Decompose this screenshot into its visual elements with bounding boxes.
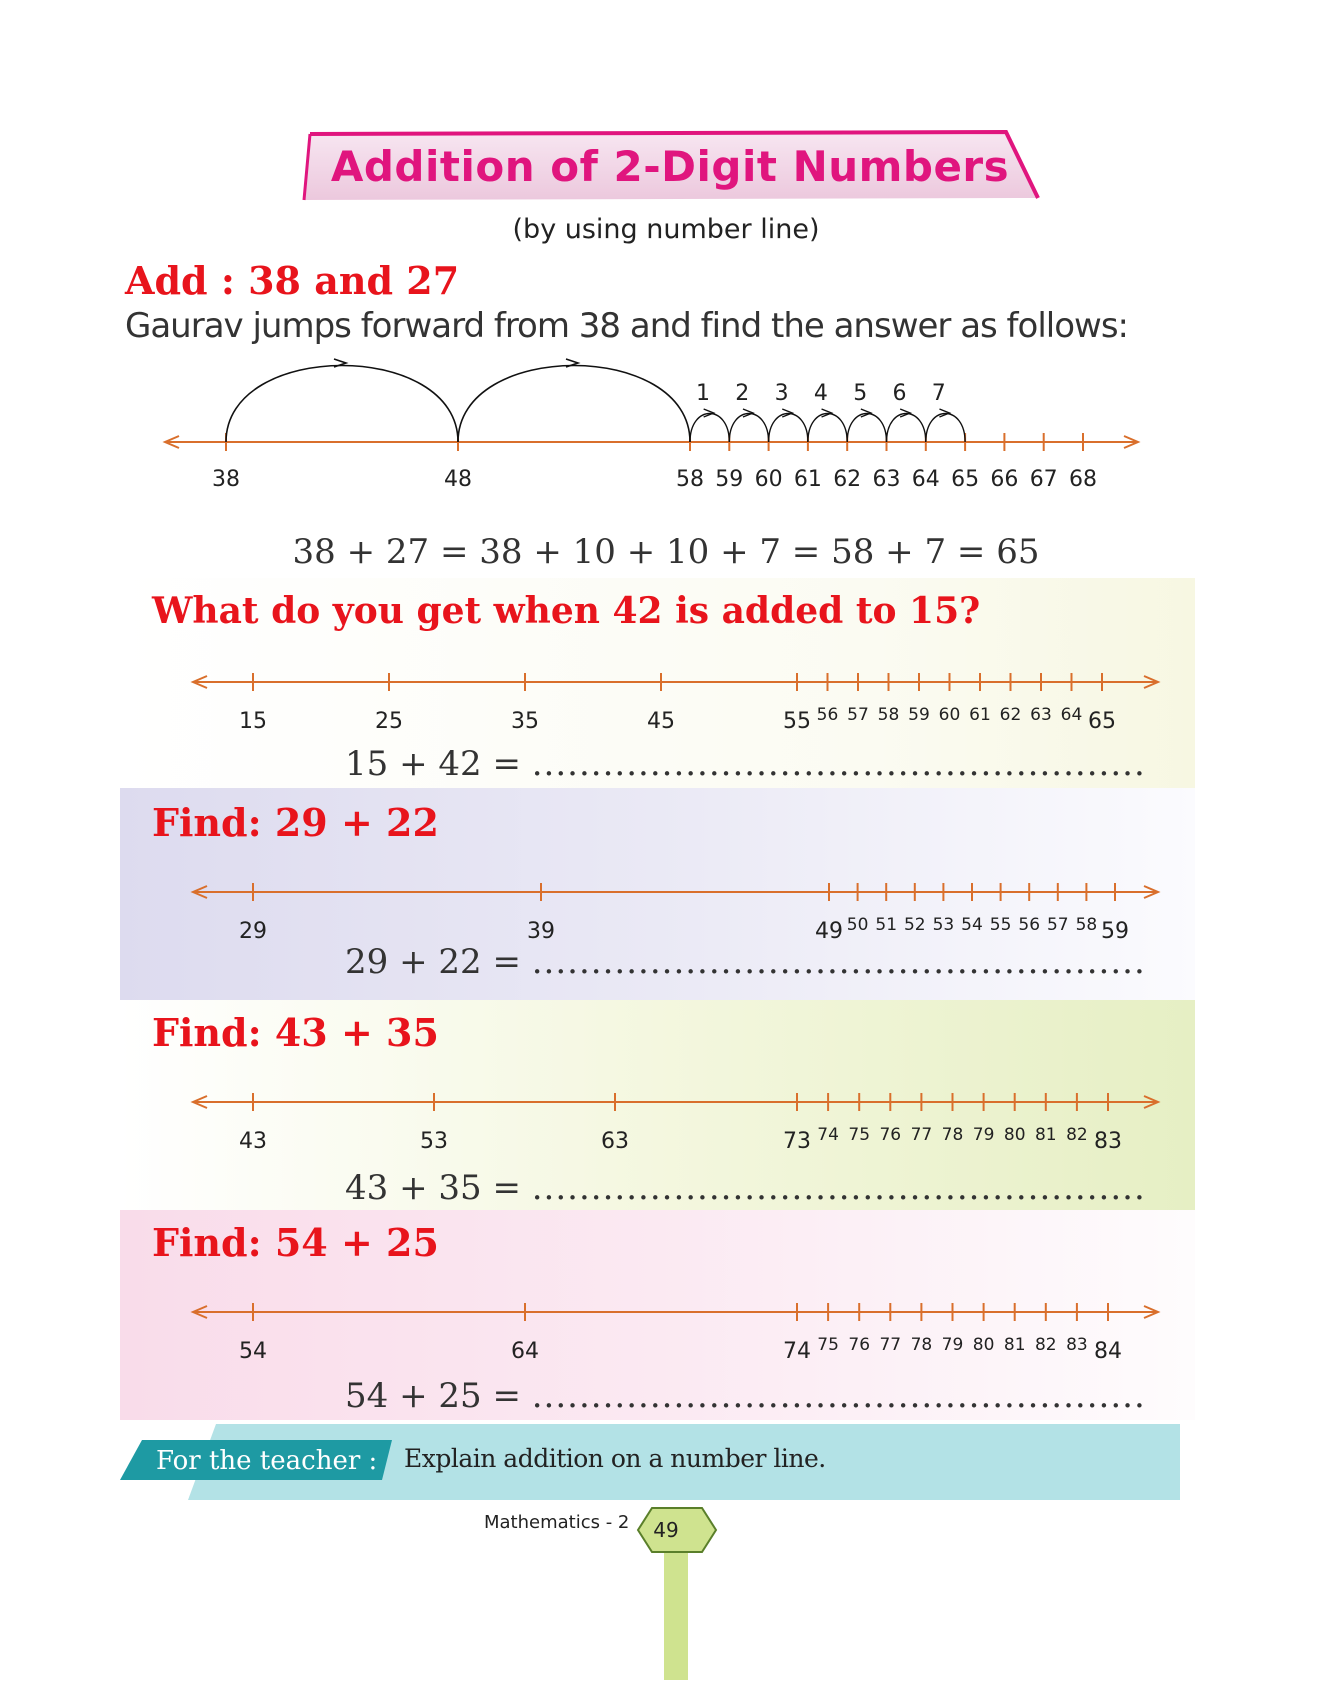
exercise-3-label-9: 79	[972, 1125, 995, 1145]
exercise-1-label-10: 61	[969, 705, 991, 725]
example-label-4: 60	[754, 467, 783, 492]
example-step-jump-5	[887, 414, 926, 443]
example-label-10: 66	[990, 467, 1019, 492]
example-label-1: 48	[444, 467, 472, 492]
exercise-2-label-3: 50	[846, 915, 869, 935]
exercise-4-label-4: 76	[848, 1335, 871, 1355]
exercise-1-number-line	[0, 665, 1332, 735]
example-step-jump-4	[847, 414, 886, 443]
exercise-3-label-11: 81	[1034, 1125, 1057, 1145]
exercise-2-label-6: 53	[932, 915, 955, 935]
example-label-7: 63	[872, 467, 901, 492]
page-title: Addition of 2-Digit Numbers	[330, 142, 1010, 191]
exercise-4-label-11: 83	[1066, 1335, 1088, 1355]
exercise-2-label-4: 51	[875, 915, 898, 935]
exercise-3-heading: Find: 43 + 35	[152, 1010, 439, 1055]
exercise-1-label-0: 15	[239, 709, 267, 734]
exercise-4-expression: 54 + 25 =	[345, 1376, 521, 1416]
exercise-1-label-12: 63	[1030, 705, 1052, 725]
exercise-2-label-12: 59	[1101, 919, 1129, 944]
exercise-4-label-9: 81	[1003, 1335, 1026, 1355]
example-big-jump-0	[226, 366, 458, 443]
exercise-3-label-8: 78	[941, 1125, 964, 1145]
example-step-label-2: 3	[774, 381, 789, 406]
exercise-4-heading: Find: 54 + 25	[152, 1220, 439, 1265]
example-step-label-4: 5	[853, 381, 868, 406]
exercise-2-label-1: 39	[527, 919, 555, 944]
exercise-4-label-10: 82	[1034, 1335, 1057, 1355]
example-label-12: 68	[1069, 467, 1097, 492]
exercise-3-label-2: 63	[601, 1129, 629, 1154]
example-step-label-5: 6	[892, 381, 907, 406]
exercise-2-label-10: 57	[1046, 915, 1069, 935]
teacher-note-label: For the teacher :	[156, 1446, 378, 1476]
exercise-2-label-9: 56	[1018, 915, 1041, 935]
exercise-1-label-14: 65	[1088, 709, 1116, 734]
exercise-3-label-3: 73	[783, 1129, 811, 1154]
example-label-2: 58	[676, 467, 704, 492]
exercise-4-label-1: 64	[511, 1339, 539, 1364]
exercise-3-label-6: 76	[879, 1125, 902, 1145]
exercise-4-answer-blank[interactable]: ....................................................	[531, 1376, 1146, 1416]
page-number: 49	[653, 1518, 679, 1542]
exercise-4-label-7: 79	[941, 1335, 964, 1355]
footer-subject: Mathematics - 2	[484, 1512, 630, 1533]
page-number-badge	[634, 1500, 726, 1682]
exercise-1-equation	[345, 744, 1146, 784]
exercise-4-label-0: 54	[239, 1339, 267, 1364]
example-step-jump-2	[769, 414, 808, 443]
exercise-1-label-3: 45	[647, 709, 675, 734]
page-subtitle: (by using number line)	[512, 214, 820, 245]
exercise-2-expression: 29 + 22 =	[345, 942, 521, 982]
exercise-3-label-10: 80	[1003, 1125, 1026, 1145]
exercise-2-label-5: 52	[903, 915, 926, 935]
exercise-1-label-6: 57	[847, 705, 869, 725]
exercise-2-label-11: 58	[1075, 915, 1098, 935]
exercise-1-label-1: 25	[375, 709, 403, 734]
exercise-1-heading: What do you get when 42 is added to 15?	[152, 590, 981, 632]
exercise-2-heading: Find: 29 + 22	[152, 800, 439, 845]
example-step-jump-1	[729, 414, 768, 443]
exercise-4-label-2: 74	[783, 1339, 811, 1364]
exercise-1-label-9: 60	[938, 705, 961, 725]
example-step-label-3: 4	[813, 381, 828, 406]
example-label-6: 62	[833, 467, 862, 492]
example-label-0: 38	[212, 467, 240, 492]
example-label-3: 59	[715, 467, 744, 492]
exercise-3-label-4: 74	[817, 1125, 839, 1145]
exercise-1-answer-blank[interactable]: ....................................................	[531, 744, 1146, 784]
example-step-label-0: 1	[696, 381, 710, 406]
example-heading: Add : 38 and 27	[125, 258, 460, 303]
exercise-2-label-8: 55	[989, 915, 1012, 935]
exercise-4-label-5: 77	[879, 1335, 902, 1355]
example-number-line	[0, 360, 1332, 500]
exercise-3-label-12: 82	[1066, 1125, 1088, 1145]
exercise-3-equation	[345, 1168, 1146, 1208]
example-step-jump-6	[926, 414, 965, 443]
exercise-2-label-0: 29	[239, 919, 267, 944]
exercise-3-label-0: 43	[239, 1129, 267, 1154]
exercise-1-label-8: 59	[908, 705, 930, 725]
exercise-3-number-line	[0, 1085, 1332, 1155]
example-label-5: 61	[793, 467, 822, 492]
exercise-3-label-5: 75	[848, 1125, 871, 1145]
exercise-4-number-line	[0, 1295, 1332, 1365]
exercise-4-label-3: 75	[817, 1335, 839, 1355]
example-step-jump-3	[808, 414, 847, 443]
exercise-4-label-12: 84	[1094, 1339, 1122, 1364]
exercise-3-answer-blank[interactable]: ....................................................	[531, 1168, 1146, 1208]
teacher-note	[120, 1424, 1180, 1500]
teacher-note-text: Explain addition on a number line.	[404, 1444, 826, 1473]
exercise-2-label-2: 49	[815, 919, 843, 944]
example-label-9: 65	[951, 467, 980, 492]
example-label-11: 67	[1029, 467, 1058, 492]
exercise-1-label-4: 55	[783, 709, 811, 734]
exercise-1-label-11: 62	[999, 705, 1022, 725]
exercise-4-equation	[345, 1376, 1146, 1416]
exercise-3-expression: 43 + 35 =	[345, 1168, 521, 1208]
exercise-4-label-8: 80	[972, 1335, 995, 1355]
exercise-2-answer-blank[interactable]: ....................................................	[531, 942, 1146, 982]
example-intro: Gaurav jumps forward from 38 and find the answer as follows:	[125, 306, 1128, 346]
example-step-label-6: 7	[931, 381, 946, 406]
exercise-1-label-13: 64	[1060, 705, 1083, 725]
example-step-jump-0	[690, 414, 729, 443]
example-step-label-1: 2	[735, 381, 750, 406]
example-label-8: 64	[911, 467, 940, 492]
exercise-3-label-13: 83	[1094, 1129, 1122, 1154]
exercise-1-label-7: 58	[877, 705, 900, 725]
exercise-1-expression: 15 + 42 =	[345, 744, 521, 784]
exercise-1-label-5: 56	[816, 705, 839, 725]
exercise-2-equation	[345, 942, 1146, 982]
example-equation: 38 + 27 = 38 + 10 + 10 + 7 = 58 + 7 = 65	[292, 532, 1040, 572]
exercise-3-label-7: 77	[910, 1125, 933, 1145]
exercise-4-label-6: 78	[910, 1335, 933, 1355]
exercise-3-label-1: 53	[420, 1129, 448, 1154]
exercise-1-label-2: 35	[511, 709, 539, 734]
exercise-2-number-line	[0, 875, 1332, 945]
title-banner	[300, 128, 1040, 210]
exercise-2-label-7: 54	[961, 915, 983, 935]
example-big-jump-1	[458, 366, 690, 443]
